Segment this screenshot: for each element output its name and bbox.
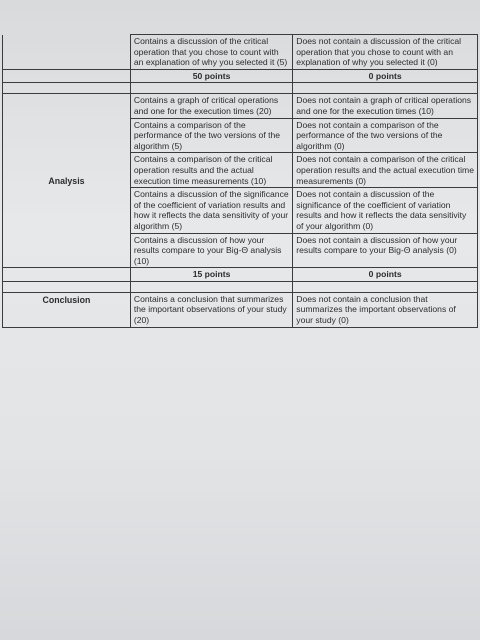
spacer-cell [130, 83, 292, 94]
criteria-cell: Contains a discussion of the critical operation that you chose to count with an explanation of why you selected it (5) [130, 35, 292, 70]
section-cell-empty [3, 268, 131, 282]
spacer-cell [293, 83, 478, 94]
criteria-cell: Contains a comparison of the performance of the two versions of the algorithm (5) [130, 118, 292, 153]
rubric-row-critical-operation [3, 35, 478, 70]
missing-cell: Does not contain a discussion of the significance of the coefficient of variation results and how it reflects the data sensitivity of your algorithm (0) [293, 188, 478, 233]
section-cell-empty [3, 35, 131, 70]
spacer-cell [293, 281, 478, 292]
spacer-row [3, 281, 478, 292]
missing-cell: Does not contain a discussion of how your results compare to your Big-Θ analysis (0) [293, 233, 478, 268]
points-zero-cell: 0 points [293, 69, 478, 83]
spacer-cell [3, 83, 131, 94]
spacer-cell [130, 281, 292, 292]
points-zero-cell: 0 points [293, 268, 478, 282]
missing-cell: Does not contain a comparison of the performance of the two versions of the algorithm (0) [293, 118, 478, 153]
section-label-analysis: Analysis [3, 94, 131, 268]
points-row [3, 268, 478, 282]
criteria-cell: Contains a discussion of the significance of the coefficient of variation results and how it reflects the data sensitivity of your algorithm (5) [130, 188, 292, 233]
points-full-cell: 15 points [130, 268, 292, 282]
spacer-cell [3, 281, 131, 292]
criteria-cell: Contains a graph of critical operations and one for the execution times (20) [130, 94, 292, 118]
section-label-conclusion: Conclusion [3, 292, 131, 327]
spacer-row [3, 83, 478, 94]
rubric-row-analysis-graph [3, 94, 478, 118]
section-cell-empty [3, 69, 131, 83]
points-full-cell: 50 points [130, 69, 292, 83]
points-row [3, 69, 478, 83]
missing-cell: Does not contain a conclusion that summarizes the important observations of your study (0) [293, 292, 478, 327]
missing-cell: Does not contain a graph of critical operations and one for the execution times (10) [293, 94, 478, 118]
criteria-cell: Contains a discussion of how your results compare to your Big-Θ analysis (10) [130, 233, 292, 268]
missing-cell: Does not contain a comparison of the critical operation results and the actual execution time measurements (0) [293, 153, 478, 188]
criteria-cell: Contains a comparison of the critical operation results and the actual execution time measurements (10) [130, 153, 292, 188]
criteria-cell: Contains a conclusion that summarizes the important observations of your study (20) [130, 292, 292, 327]
missing-cell: Does not contain a discussion of the critical operation that you chose to count with an explanation of why you selected it (0) [293, 35, 478, 70]
grading-rubric-table [2, 34, 478, 328]
rubric-row-conclusion [3, 292, 478, 327]
